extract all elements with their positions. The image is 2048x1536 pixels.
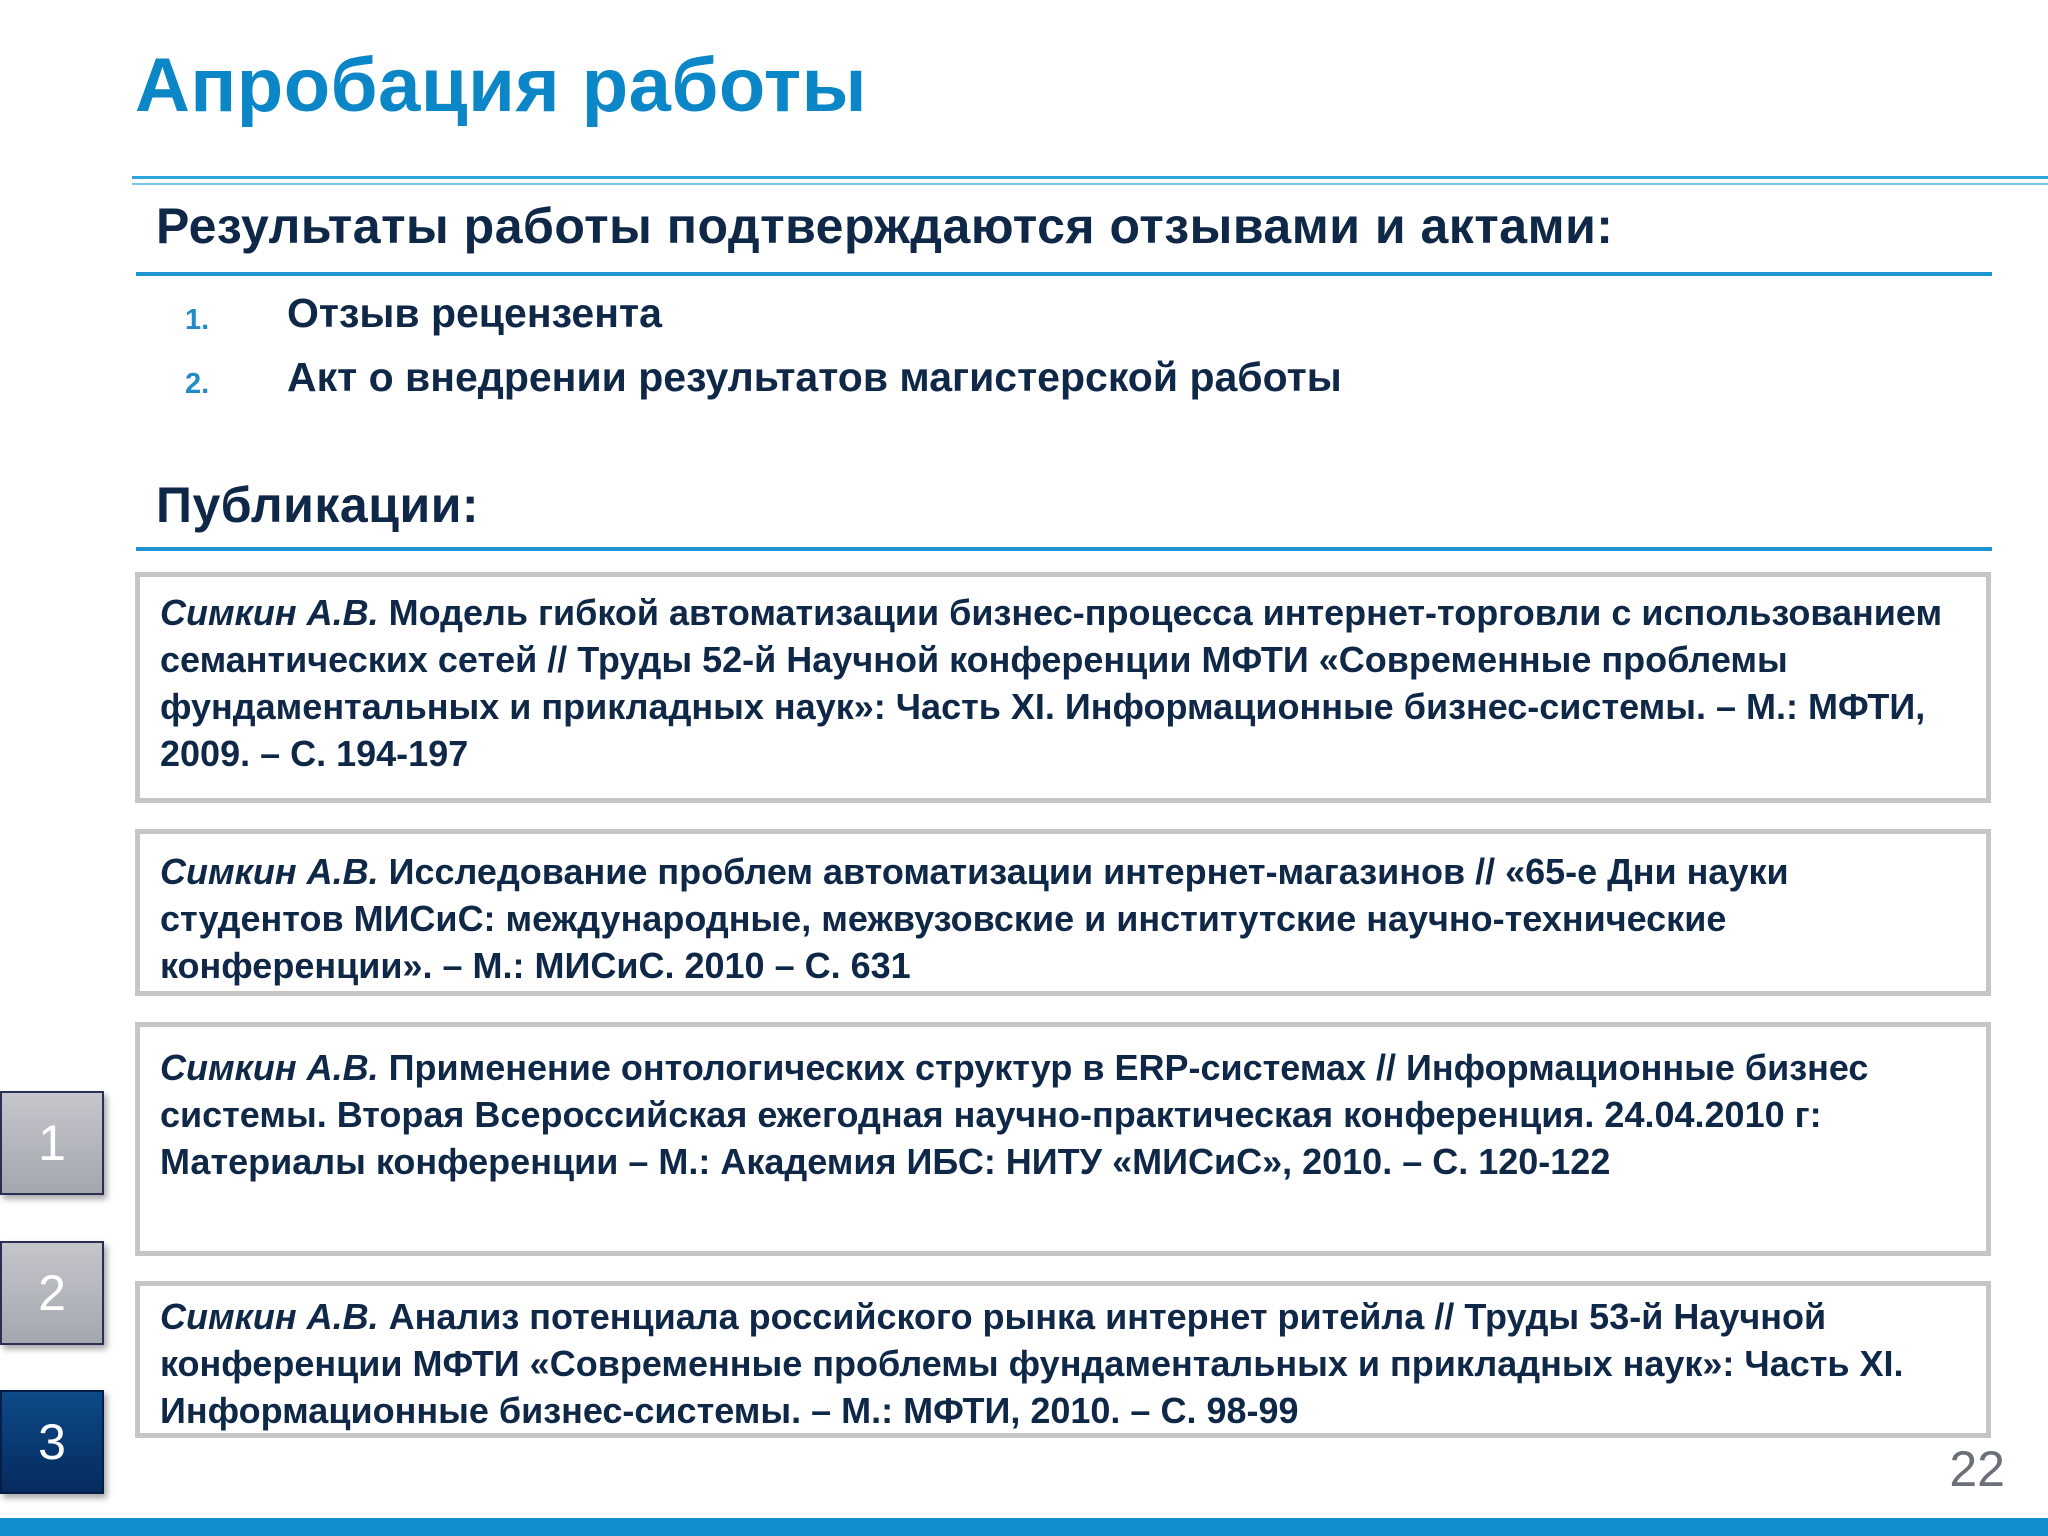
publication-author: Симкин А.В.: [160, 1047, 379, 1088]
publications-heading-rule: [136, 547, 1992, 551]
publication-text: [160, 848, 1968, 989]
list-text: Акт о внедрении результатов магистерской работы: [287, 354, 1342, 400]
nav-tab-1[interactable]: 1: [0, 1091, 104, 1195]
publication-citation: Модель гибкой автоматизации бизнес-процесса интернет-торговли с использованием семантических сетей // Труды 52-й Научной конференции МФТИ «Современные проблемы фундаментальных и прикладных наук»: Часть XI. Информационные бизнес-системы. – М.: МФТИ, 2009. – С. 194-197: [160, 592, 1943, 774]
publication-text: [160, 589, 1968, 777]
publication-card: [135, 572, 1991, 803]
publications-heading: Публикации:: [156, 477, 480, 533]
publication-text: [160, 1293, 1968, 1434]
publication-card: [135, 1022, 1991, 1256]
title-divider: [132, 176, 2048, 179]
list-number: 1.: [185, 304, 210, 336]
publication-author: Симкин А.В.: [160, 851, 379, 892]
title-divider-thin: [132, 183, 2048, 185]
publication-citation: Исследование проблем автоматизации интернет-магазинов // «65-е Дни науки студентов МИСиС: международные, межвузовские и институтские научно-технические конференции». – М.: МИСиС. 2010 – С. 631: [160, 851, 1789, 986]
publication-citation: Анализ потенциала российского рынка интернет ритейла // Труды 53-й Научной конференции МФТИ «Современные проблемы фундаментальных и прикладных наук»: Часть XI. Информационные бизнес-системы. – М.: МФТИ, 2010. – С. 98-99: [160, 1296, 1904, 1431]
results-heading: Результаты работы подтверждаются отзывами и актами:: [156, 198, 1614, 254]
list-number: 2.: [185, 368, 210, 400]
publication-text: [160, 1044, 1968, 1185]
nav-tab-3-active[interactable]: 3: [0, 1390, 104, 1494]
results-heading-rule: [136, 272, 1992, 276]
page-number: 22: [1949, 1441, 2005, 1497]
slide-title: Апробация работы: [135, 43, 868, 128]
publication-author: Симкин А.В.: [160, 1296, 379, 1337]
publication-author: Симкин А.В.: [160, 592, 379, 633]
footer-bar: [0, 1518, 2048, 1536]
publication-citation: Применение онтологических структур в ERP-системах // Информационные бизнес системы. Вторая Всероссийская ежегодная научно-практическая конференция. 24.04.2010 г: Материалы конференции – М.: Академия ИБС: НИТУ «МИСиС», 2010. – С. 120-122: [160, 1047, 1869, 1182]
publication-card: [135, 829, 1991, 996]
list-text: Отзыв рецензента: [287, 290, 662, 336]
nav-tab-2[interactable]: 2: [0, 1241, 104, 1345]
publication-card: [135, 1281, 1991, 1438]
